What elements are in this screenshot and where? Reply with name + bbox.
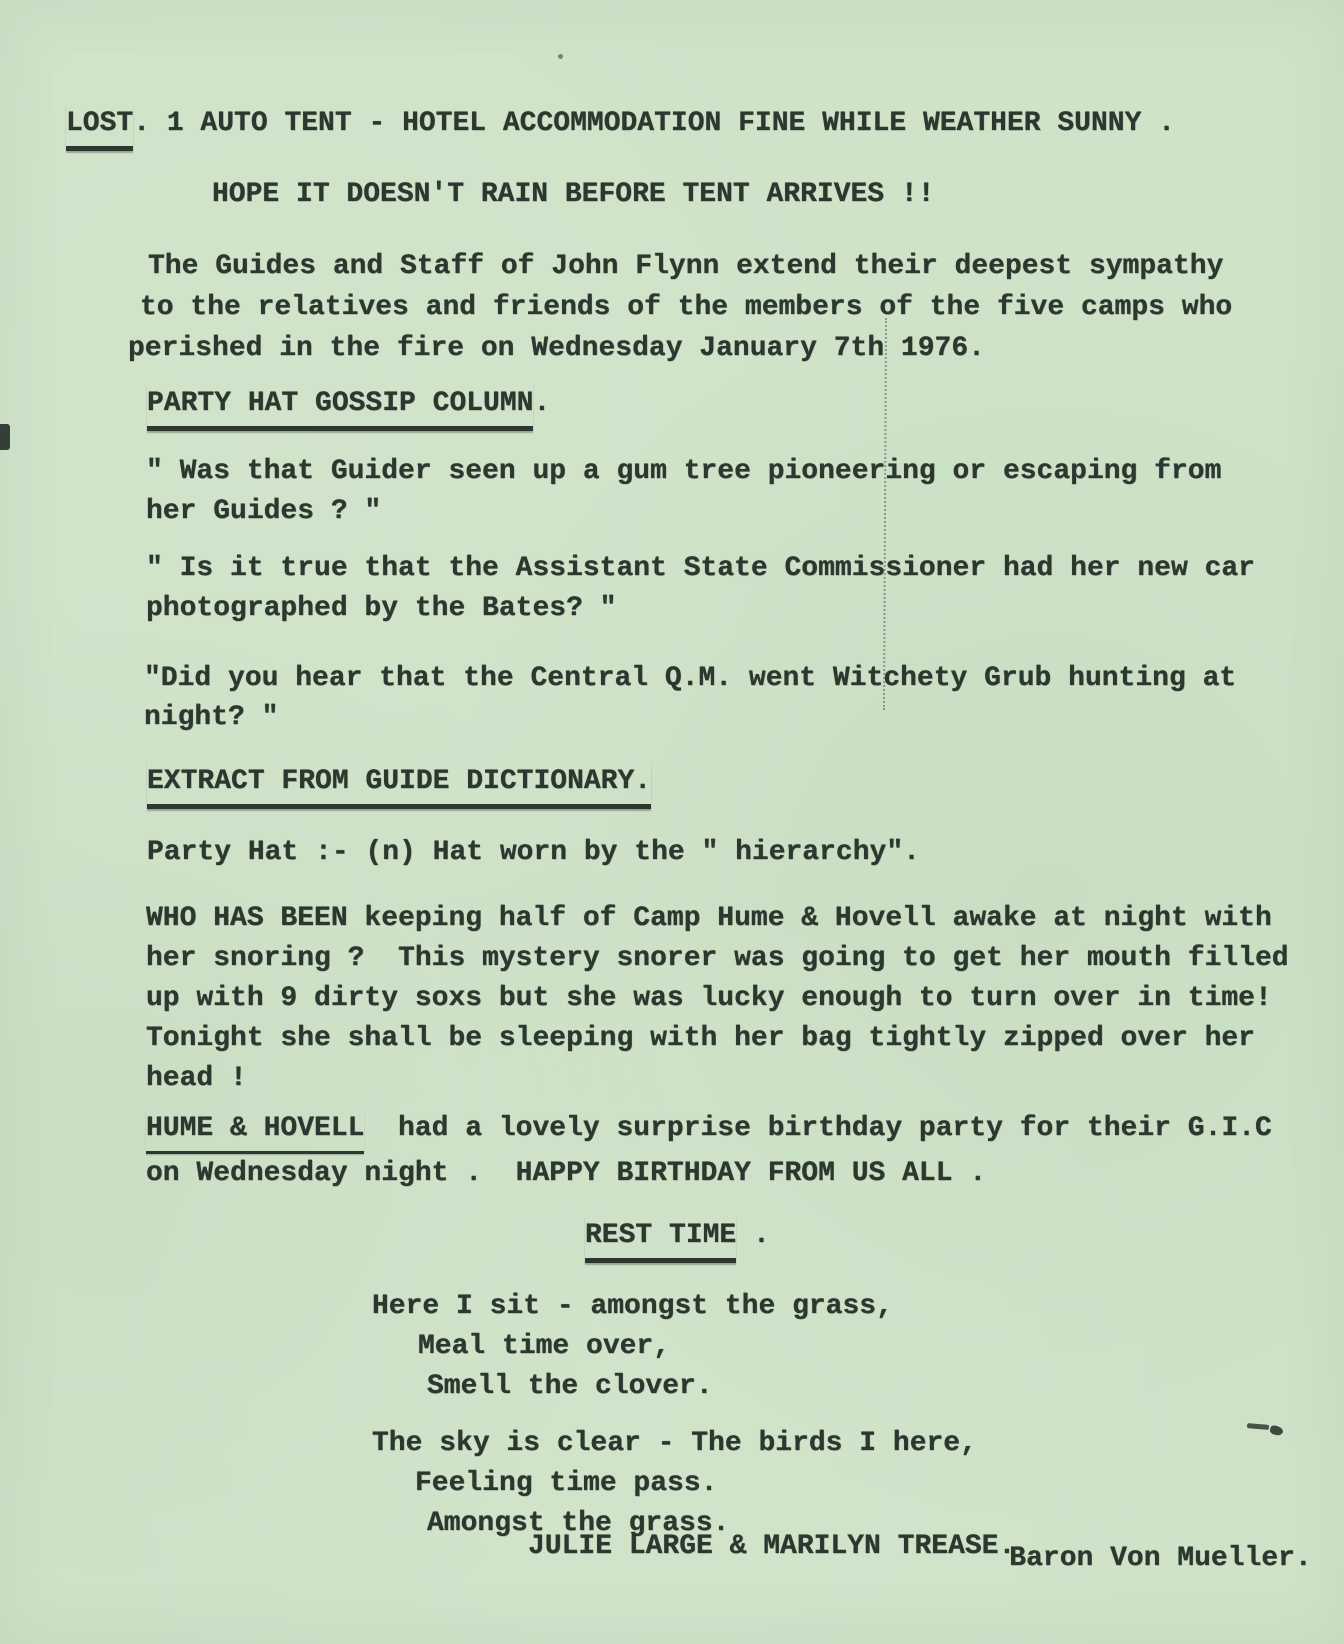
snorer-story: [146, 899, 1289, 1099]
poem-line: Amongst the grass.: [427, 1508, 730, 1539]
gossip-item: [144, 659, 1236, 737]
gossip-item-line: " Was that Guider seen up a gum tree pioneering or escaping from: [146, 456, 1222, 487]
poem-stanza: [372, 1287, 893, 1407]
birthday-note: [146, 1109, 1272, 1194]
gossip-column-heading-period: .: [533, 388, 551, 419]
poem-heading-block: [585, 1216, 770, 1263]
dictionary-heading: EXTRACT FROM GUIDE DICTIONARY.: [147, 762, 651, 809]
sympathy-notice: [128, 246, 1232, 369]
gossip-column-heading: PARTY HAT GOSSIP COLUMN: [147, 384, 533, 431]
poem-line: Meal time over,: [418, 1331, 671, 1362]
lost-notice: [66, 104, 1175, 151]
poem-line: Here I sit - amongst the grass,: [372, 1291, 893, 1322]
poem-heading-period: .: [736, 1220, 770, 1251]
snorer-story-line: head !: [146, 1063, 247, 1094]
poem-line: Smell the clover.: [427, 1371, 713, 1402]
birthday-note-text: had a lovely surprise birthday party for their G.I.C: [364, 1113, 1272, 1144]
gossip-item-line: photographed by the Bates? ": [146, 593, 617, 624]
dictionary-heading-block: [147, 762, 651, 809]
snorer-story-line: her snoring ? This mystery snorer was going to get her mouth filled: [146, 943, 1289, 974]
poem-stanza: [372, 1424, 977, 1544]
signature-line: [528, 1527, 1312, 1574]
lost-text: . 1 AUTO TENT - HOTEL ACCOMMODATION FINE WHILE WEATHER SUNNY .: [133, 108, 1175, 139]
dictionary-entry: Party Hat :- (n) Hat worn by the " hierarchy".: [147, 837, 920, 868]
birthday-note-line: on Wednesday night . HAPPY BIRTHDAY FROM US ALL .: [146, 1158, 987, 1189]
ink-smudge-blob: [1269, 1425, 1284, 1437]
gossip-item: [146, 549, 1255, 629]
gossip-item-line: her Guides ? ": [146, 496, 382, 527]
birthday-note-line: [146, 1109, 1272, 1154]
gossip-item: [146, 452, 1221, 532]
gossip-column-heading-block: [147, 384, 550, 431]
gossip-item-line: night? ": [144, 702, 279, 733]
birthday-note-label: HUME & HOVELL: [146, 1109, 364, 1154]
poem-authors: JULIE LARGE & MARILYN TREASE.: [528, 1531, 1016, 1562]
hope-line-block: [212, 175, 935, 215]
signature-block: [528, 1527, 1312, 1574]
hope-line: HOPE IT DOESN'T RAIN BEFORE TENT ARRIVES !!: [212, 179, 935, 210]
poem-heading: REST TIME: [585, 1216, 736, 1263]
snorer-story-line: WHO HAS BEEN keeping half of Camp Hume & Hovell awake at night with: [146, 903, 1272, 934]
lost-label: LOST: [66, 104, 133, 151]
dictionary-entry-block: [147, 833, 920, 873]
snorer-story-line: Tonight she shall be sleeping with her bag tightly zipped over her: [146, 1023, 1255, 1054]
poem-line: The sky is clear - The birds I here,: [372, 1428, 977, 1459]
sympathy-line: to the relatives and friends of the members of the five camps who: [140, 292, 1233, 323]
sympathy-line: The Guides and Staff of John Flynn extend their deepest sympathy: [148, 251, 1224, 282]
lost-notice-line: [66, 104, 1175, 151]
poem-line: Feeling time pass.: [415, 1468, 718, 1499]
dictionary-heading-line: [147, 762, 651, 809]
sympathy-line: perished in the fire on Wednesday January 7th 1976.: [128, 333, 985, 364]
ink-smudge-dash: [1247, 1423, 1269, 1430]
gossip-column-heading-line: [147, 384, 550, 431]
poem-heading-line: [585, 1216, 770, 1263]
snorer-story-line: up with 9 dirty soxs but she was lucky enough to turn over in time!: [146, 983, 1272, 1014]
poem-attribution: Baron Von Mueller.: [1009, 1543, 1312, 1574]
gossip-item-line: " Is it true that the Assistant State Commissioner had her new car: [146, 553, 1255, 584]
edge-ink-fragment: [0, 424, 10, 450]
ink-speck: [558, 54, 563, 59]
gossip-item-line: "Did you hear that the Central Q.M. went Witchety Grub hunting at: [144, 663, 1237, 694]
